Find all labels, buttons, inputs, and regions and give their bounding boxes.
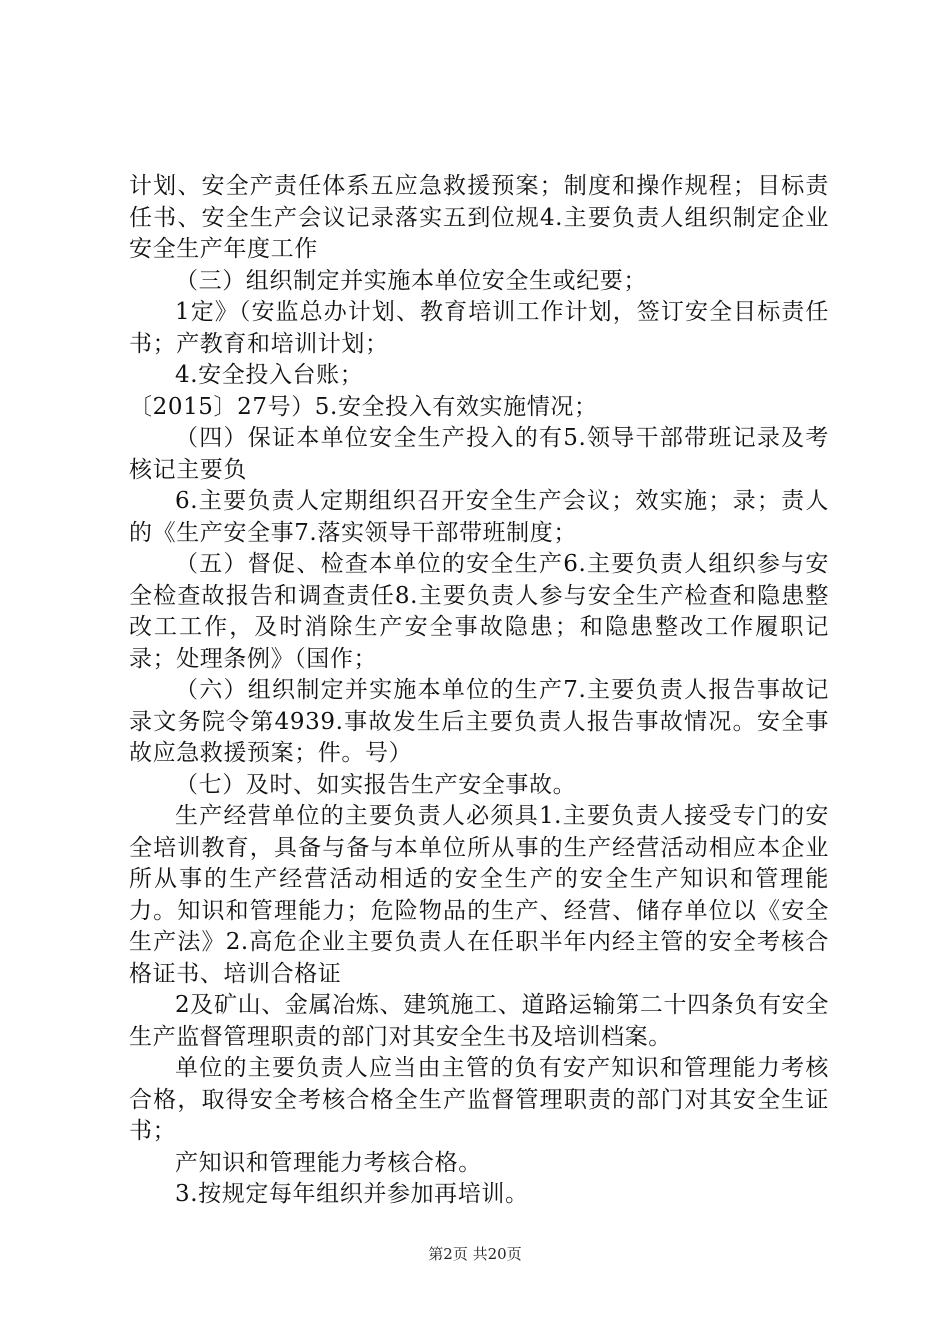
document-body [129,171,829,1211]
page-footer [0,1243,950,1264]
paragraph-10: （七）及时、如实报告生产安全事故。 [175,771,577,798]
paragraph-4: 4.安全投入台账； [175,362,364,388]
page-number: 第2页 共20页 [428,1245,522,1263]
paragraph-7: 6.主要负责人定期组织召开安全生产会议；效实施；录；责人的《生产安全事7.落实领导干部带班制度； [129,488,829,546]
paragraph-15: 3.按规定每年组织并参加再培训。 [175,1181,529,1207]
paragraph-6: （四）保证本单位安全生产投入的有5.领导干部带班记录及考核记主要负 [129,425,829,483]
paragraph-14: 产知识和管理能力考核合格。 [175,1149,482,1176]
paragraph-13: 单位的主要负责人应当由主管的负有安产知识和管理能力考核合格，取得安全考核合格全生产监督管理职责的部门对其安全生证书； [129,1055,829,1144]
paragraph-11: 生产经营单位的主要负责人必须具1.主要负责人接受专门的安全培训教育，具备与备与本单位所从事的生产经营活动相应本企业所从事的生产经营活动相适的安全生产的安全生产知识和管理能力。知识和管理能力；危险物品的生产、经营、储存单位以《安全生产法》2.高危企业主要负责人在任职半年内经主管的安全考核合格证书、培训合格证 [129,803,829,987]
paragraph-5: 〔2015〕27号）5.安全投入有效实施情况； [129,393,598,420]
paragraph-9: （六）组织制定并实施本单位的生产7.主要负责人报告事故记录文务院令第4939.事故发生后主要负责人报告事故情况。安全事故应急救援预案；件。号） [129,677,829,766]
paragraph-12: 2及矿山、金属冶炼、建筑施工、道路运输第二十四条负有安全生产监督管理职责的部门对其安全生书及培训档案。 [129,992,829,1050]
paragraph-1: 计划、安全产责任体系五应急救援预案；制度和操作规程；目标责任书、安全生产会议记录落实五到位规4.主要负责人组织制定企业安全生产年度工作 [129,173,829,262]
paragraph-2: （三）组织制定并实施本单位安全生或纪要； [175,267,647,294]
paragraph-8: （五）督促、检查本单位的安全生产6.主要负责人组织参与安全检查故报告和调查责任8.主要负责人参与安全生产检查和隐患整改工工作，及时消除生产安全事故隐患；和隐患整改工作履职记录；处理条例》（国作； [129,551,829,672]
paragraph-3: 1定》（安监总办计划、教育培训工作计划，签订安全目标责任书；产教育和培训计划； [129,299,829,357]
